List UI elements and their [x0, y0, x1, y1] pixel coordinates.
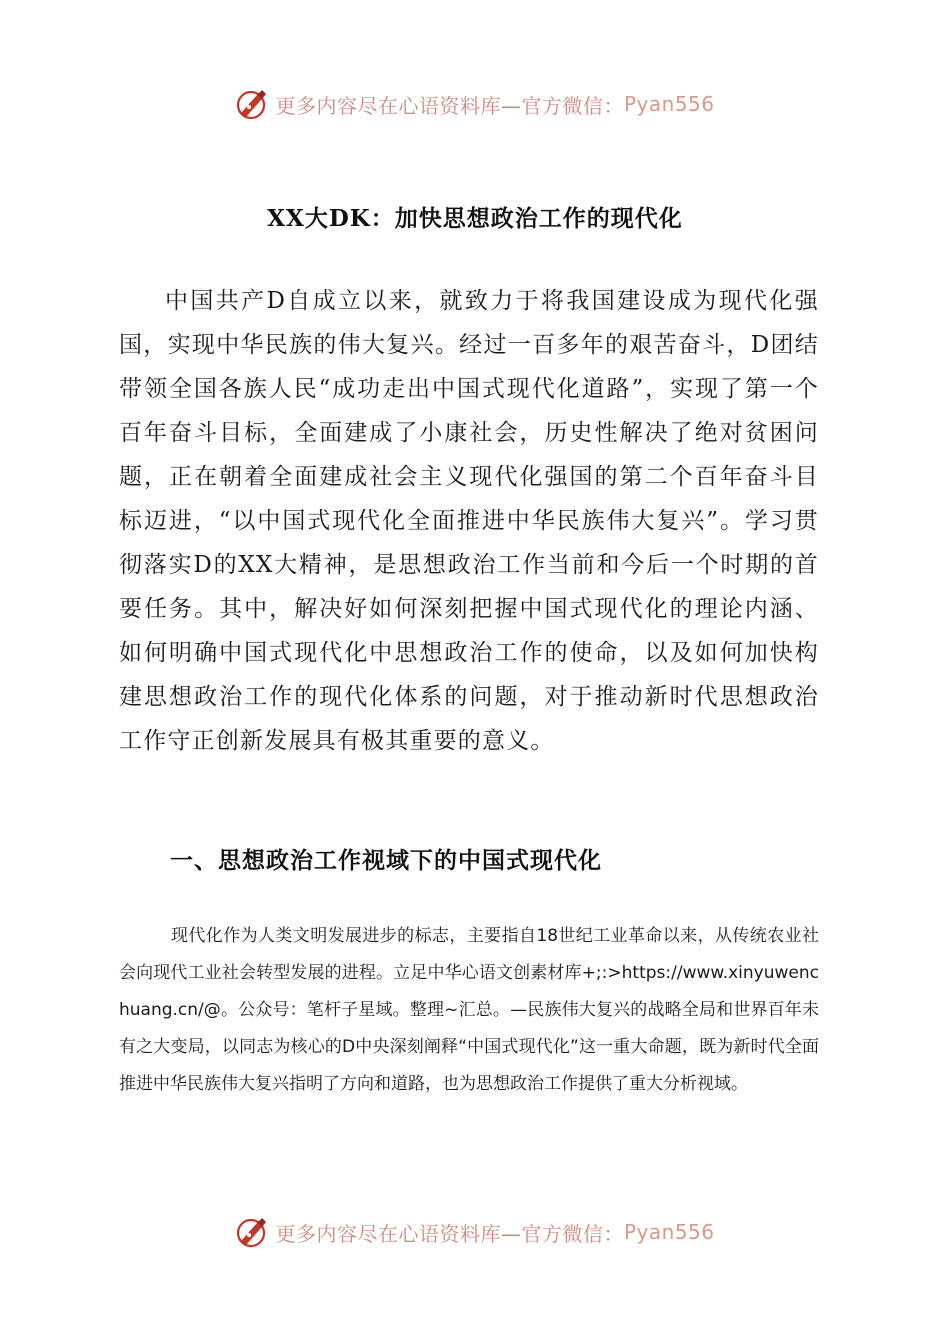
banner-wechat-id: Pyan556: [623, 92, 715, 116]
pen-nib-logo-icon: [235, 1215, 269, 1249]
pen-nib-logo-icon: [235, 87, 269, 121]
document-title: XX大DK：加快思想政治工作的现代化: [267, 205, 683, 232]
footer-banner: [0, 1212, 950, 1252]
header-banner: [0, 84, 950, 124]
section-paragraph: 现代化作为人类文明发展进步的标志，主要指自18世纪工业革命以来，从传统农业社会向现代工业社会转型发展的进程。立足中华心语文创素材库+;:>https://www.xinyuwenchuang.cn/@。公众号：笔杆子星域。整理~汇总。—民族伟大复兴的战略全局和世界百年未有之大变局，以同志为核心的D中央深刻阐释“中国式现代化”这一重大命题，既为新时代全面推进中华民族伟大复兴指明了方向和道路，也为思想政治工作提供了重大分析视域。: [119, 926, 819, 1094]
banner-text: 更多内容尽在心语资料库—官方微信：: [275, 93, 624, 118]
banner-text: 更多内容尽在心语资料库—官方微信：: [275, 1221, 624, 1246]
banner-wechat-id: Pyan556: [623, 1220, 715, 1244]
intro-paragraph: 中国共产D自成立以来，就致力于将我国建设成为现代化强国，实现中华民族的伟大复兴。经过一百多年的艰苦奋斗，D团结带领全国各族人民“成功走出中国式现代化道路”，实现了第一个百年奋斗目标，全面建成了小康社会，历史性解决了绝对贫困问题，正在朝着全面建成社会主义现代化强国的第二个百年奋斗目标迈进，“以中国式现代化全面推进中华民族伟大复兴”。学习贯彻落实D的XX大精神，是思想政治工作当前和今后一个时期的首要任务。其中，解决好如何深刻把握中国式现代化的理论内涵、如何明确中国式现代化中思想政治工作的使命，以及如何加快构建思想政治工作的现代化体系的问题，对于推动新时代思想政治工作守正创新发展具有极其重要的意义。: [119, 288, 819, 754]
section-heading: 一、思想政治工作视域下的中国式现代化: [170, 848, 602, 874]
